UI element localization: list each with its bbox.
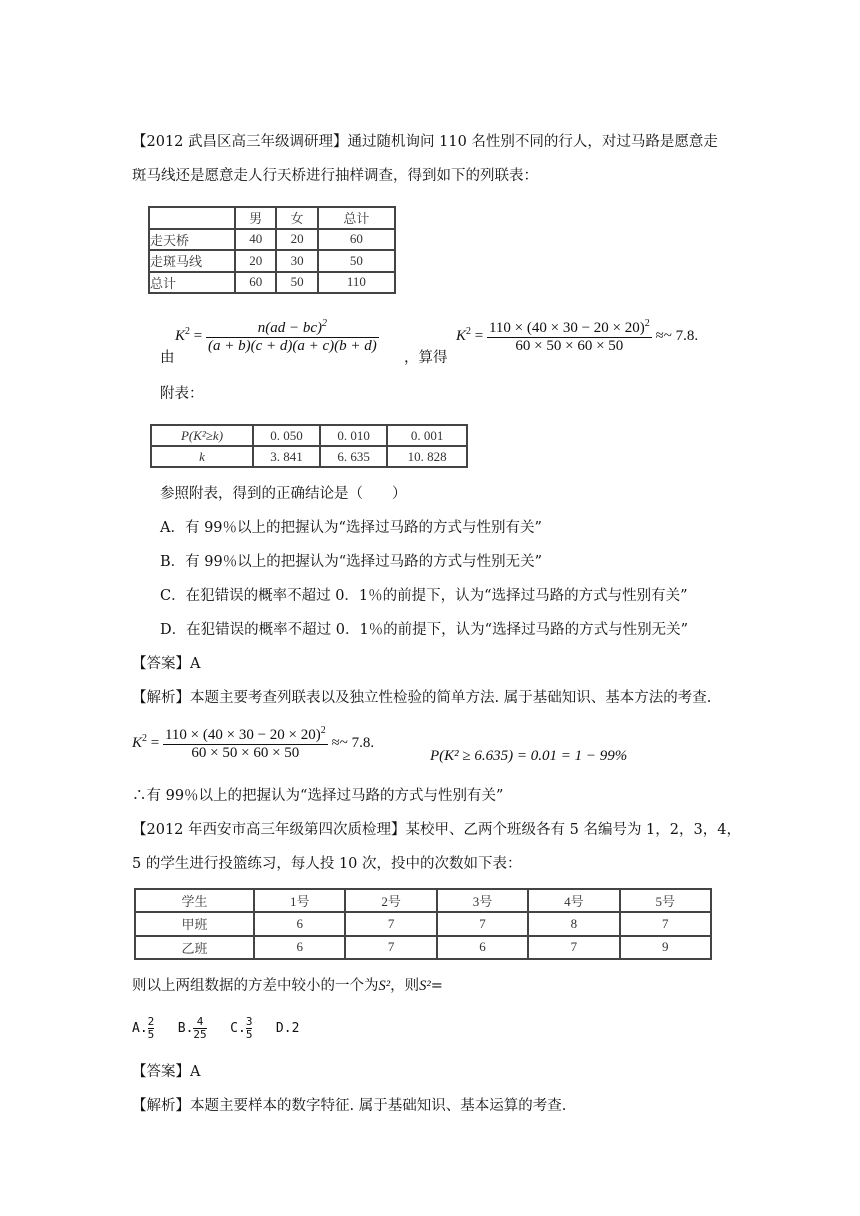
table-row: [149, 229, 395, 251]
table-row: [135, 936, 711, 959]
table-cell: 总计: [318, 207, 395, 229]
k2-formula: $K^2$ = $\frac{n(ad - bc)^2}{(a + b)(c + d)(a + c)(b + d)}$: [175, 318, 377, 354]
table-cell: [149, 207, 235, 229]
contingency-table: [148, 206, 396, 294]
option-b: B．有 99％以上的把握认为“选择过马路的方式与性别无关”: [160, 554, 543, 570]
table-cell: 2号: [345, 889, 436, 912]
table-cell: 6: [254, 936, 345, 959]
you-label: 由: [160, 350, 175, 366]
table-cell: 7: [437, 912, 528, 935]
q2-text-line2: 5 的学生进行投篮练习，每人投 10 次，投中的次数如下表：: [132, 856, 522, 872]
table-cell: 0. 050: [253, 425, 320, 446]
option-a: A.: [132, 1021, 148, 1036]
table-cell: 6: [437, 936, 528, 959]
fubiao-label: 附表：: [160, 386, 204, 402]
table-cell: 5号: [620, 889, 711, 912]
table-cell: 0. 001: [387, 425, 467, 446]
table-cell: 女: [276, 207, 317, 229]
table-cell: 1号: [254, 889, 345, 912]
table-cell: 3. 841: [253, 446, 320, 467]
table-cell: 男: [235, 207, 276, 229]
table-cell: 50: [276, 272, 317, 294]
table-cell: P(K²≥k): [151, 425, 253, 446]
table-cell: 走天桥: [149, 229, 235, 251]
option-c: C．在犯错误的概率不超过 0．1％的前提下，认为“选择过马路的方式与性别有关”: [160, 588, 688, 604]
table-cell: 60: [318, 229, 395, 251]
formula-denominator: (a + b)(c + d)(a + c)(b + d): [207, 338, 377, 354]
q1-prompt: 参照附表，得到的正确结论是（ ）: [160, 486, 407, 502]
table-row: [151, 425, 467, 446]
q2-options: A. $\frac{2}{5}$ B. $\frac{4}{25}$ C. $\frac{3}{5}$ D.2: [132, 1015, 300, 1041]
table-row: [149, 207, 395, 229]
table-cell: 9: [620, 936, 711, 959]
table-cell: k: [151, 446, 253, 467]
table-row: [135, 912, 711, 935]
q1-conclusion: ∴有 99％以上的把握认为“选择过马路的方式与性别有关”: [132, 788, 504, 804]
q1-text-line2: 斑马线还是愿意走人行天桥进行抽样调查，得到如下的列联表：: [132, 168, 538, 184]
table-cell: 乙班: [135, 936, 254, 959]
table-cell: 50: [318, 250, 395, 272]
table-cell: 60: [235, 272, 276, 294]
option-d: D.2: [275, 1021, 300, 1036]
option-c: C.: [230, 1021, 246, 1036]
table-cell: 7: [528, 936, 619, 959]
formula-numerator: n(ad − bc)$^2$: [257, 318, 327, 336]
table-row: [135, 889, 711, 912]
table-cell: 4号: [528, 889, 619, 912]
option-b: B.: [177, 1021, 194, 1036]
q2-answer: 【答案】A: [132, 1064, 201, 1080]
table-cell: 走斑马线: [149, 250, 235, 272]
table-row: [149, 250, 395, 272]
table-cell: 学生: [135, 889, 254, 912]
table-cell: 总计: [149, 272, 235, 294]
table-cell: 20: [276, 229, 317, 251]
table-cell: 110: [318, 272, 395, 294]
q2-text-line1: 【2012 年西安市高三年级第四次质检理】某校甲、乙两个班级各有 5 名编号为 1，2，3，4，: [132, 822, 741, 838]
table-cell: 0. 010: [320, 425, 387, 446]
table-cell: 7: [620, 912, 711, 935]
table-cell: 甲班: [135, 912, 254, 935]
q1-text-line1: 【2012 武昌区高三年级调研理】通过随机询问 110 名性别不同的行人，对过马路是愿意走: [132, 134, 718, 150]
k2-calculation: $K^2$ = $\frac{110 \times (40 \times 30 - 20 \times 20)^2}{60 \times 50 \times 60 \times 50}$ ≈~ 7.8.: [456, 318, 699, 354]
table-row: [151, 446, 467, 467]
probability-statement: P(K² ≥ 6.635) = 0.01 = 1 − 99%: [430, 748, 628, 764]
table-cell: 6. 635: [320, 446, 387, 467]
q1-analysis: 【解析】本题主要考查列联表以及独立性检验的简单方法. 属于基础知识、基本方法的考查.: [132, 690, 712, 706]
table-cell: 20: [235, 250, 276, 272]
q2-analysis: 【解析】本题主要样本的数字特征. 属于基础知识、基本运算的考查.: [132, 1098, 567, 1114]
analysis-k2-calculation: $K^2$ = $\frac{110 \times (40 \times 30 - 20 \times 20)^2}{60 \times 50 \times 60 \times 50}$ ≈~ 7.8.: [132, 725, 375, 761]
option-d: D．在犯错误的概率不超过 0．1％的前提下，认为“选择过马路的方式与性别无关”: [160, 622, 689, 638]
table-row: [149, 272, 395, 294]
option-a: A．有 99％以上的把握认为“选择过马路的方式与性别有关”: [160, 520, 542, 536]
table-cell: 40: [235, 229, 276, 251]
table-cell: 7: [345, 936, 436, 959]
suande-label: ，算得: [404, 350, 448, 366]
table-cell: 3号: [437, 889, 528, 912]
q1-answer: 【答案】A: [132, 656, 201, 672]
table-cell: 30: [276, 250, 317, 272]
critical-value-table: [150, 424, 468, 468]
table-cell: 8: [528, 912, 619, 935]
table-cell: 7: [345, 912, 436, 935]
shooting-table: [134, 888, 712, 960]
q2-question: 则以上两组数据的方差中较小的一个为S²，则S²=: [132, 978, 443, 994]
table-cell: 6: [254, 912, 345, 935]
table-cell: 10. 828: [387, 446, 467, 467]
